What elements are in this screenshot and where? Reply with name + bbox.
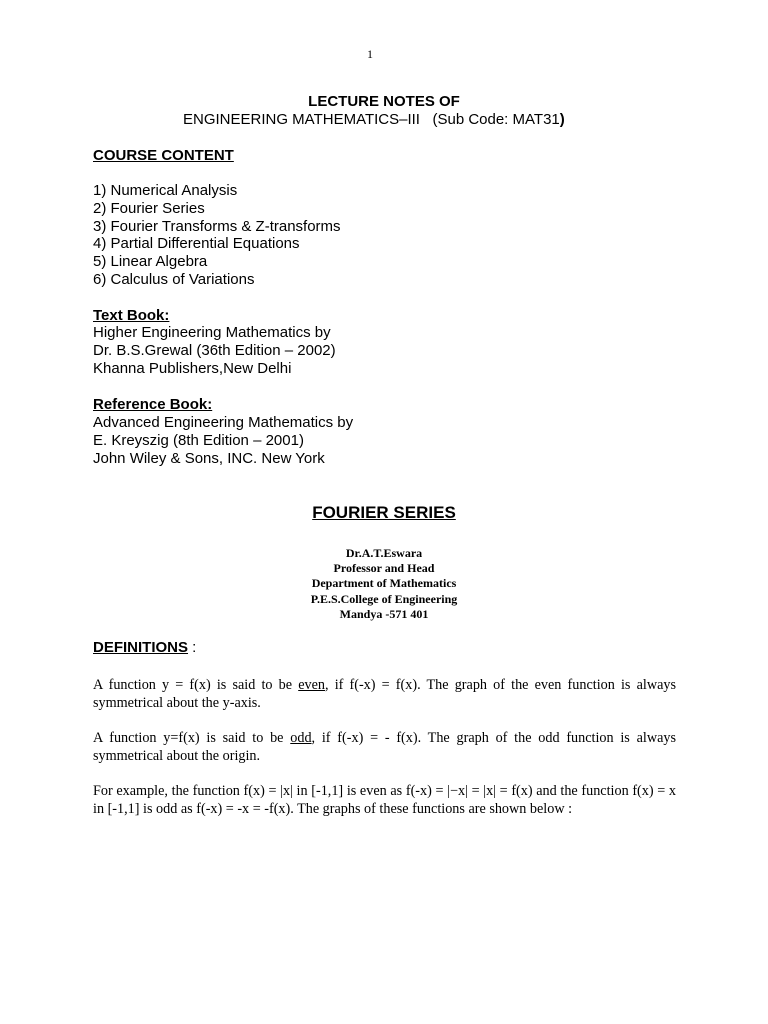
page-number: 1: [367, 47, 373, 61]
list-item: 6) Calculus of Variations: [93, 270, 255, 288]
author-block: [0, 546, 768, 622]
list-item: 2) Fourier Series: [93, 199, 205, 217]
reference-book-line: E. Kreyszig (8th Edition – 2001): [93, 431, 304, 449]
section-title: FOURIER SERIES: [312, 503, 456, 522]
text-book-line: Higher Engineering Mathematics by: [93, 324, 331, 341]
author-department: Department of Mathematics: [311, 576, 457, 591]
document-title: LECTURE NOTES OF: [308, 93, 460, 110]
reference-book-details: [93, 414, 353, 467]
text-book-heading: Text Book:: [93, 307, 170, 324]
para-text: A function y=f(x) is said to be: [93, 730, 291, 746]
para-text: , if f(-x) = - f(x). The graph of the odd function is always symmetrical about the origin.: [93, 730, 677, 764]
text-book-line: Dr. B.S.Grewal (36th Edition – 2002): [93, 341, 336, 359]
text-book-line: Khanna Publishers,New Delhi: [93, 359, 292, 377]
reference-book-line: Advanced Engineering Mathematics by: [93, 414, 354, 431]
course-content-list: [93, 182, 341, 289]
list-item: 3) Fourier Transforms & Z-transforms: [93, 217, 341, 235]
author-college: P.E.S.College of Engineering: [310, 591, 458, 606]
reference-book-heading: Reference Book:: [93, 396, 213, 413]
subtitle-text: ENGINEERING MATHEMATICS–III (Sub Code: MAT31: [183, 111, 560, 128]
definitions-heading-text: DEFINITIONS: [93, 639, 189, 656]
author-position: Professor and Head: [333, 561, 435, 576]
course-content-heading: COURSE CONTENT: [93, 147, 234, 164]
document-subtitle: [183, 111, 565, 128]
term-odd: odd: [290, 730, 312, 746]
definitions-heading-suffix: :: [188, 639, 197, 656]
reference-book-line: John Wiley & Sons, INC. New York: [93, 449, 325, 467]
even-function-paragraph: [93, 676, 676, 712]
para-text: A function y = f(x) is said to be: [93, 677, 299, 693]
list-item: 4) Partial Differential Equations: [93, 235, 300, 253]
author-location: Mandya -571 401: [339, 606, 429, 621]
example-paragraph: For example, the function f(x) = |x| in [-1,1] is even as f(-x) = |−x| = |x| = f(x) and the function f(x) = x in [-1,1] is odd as f(-x) = -x = -f(x). The graphs of these functions are shown below :: [93, 783, 676, 817]
term-even: even: [298, 677, 325, 693]
para-text: , if f(-x) = f(x). The graph of the even function is always symmetrical about the y-axis.: [93, 677, 676, 711]
list-item: 5) Linear Algebra: [93, 253, 208, 271]
list-item: 1) Numerical Analysis: [93, 182, 238, 199]
definitions-heading: [93, 639, 196, 656]
text-book-details: [93, 324, 336, 377]
odd-function-paragraph: [93, 729, 676, 765]
subtitle-close: ): [559, 111, 565, 128]
author-name: Dr.A.T.Eswara: [345, 546, 423, 560]
